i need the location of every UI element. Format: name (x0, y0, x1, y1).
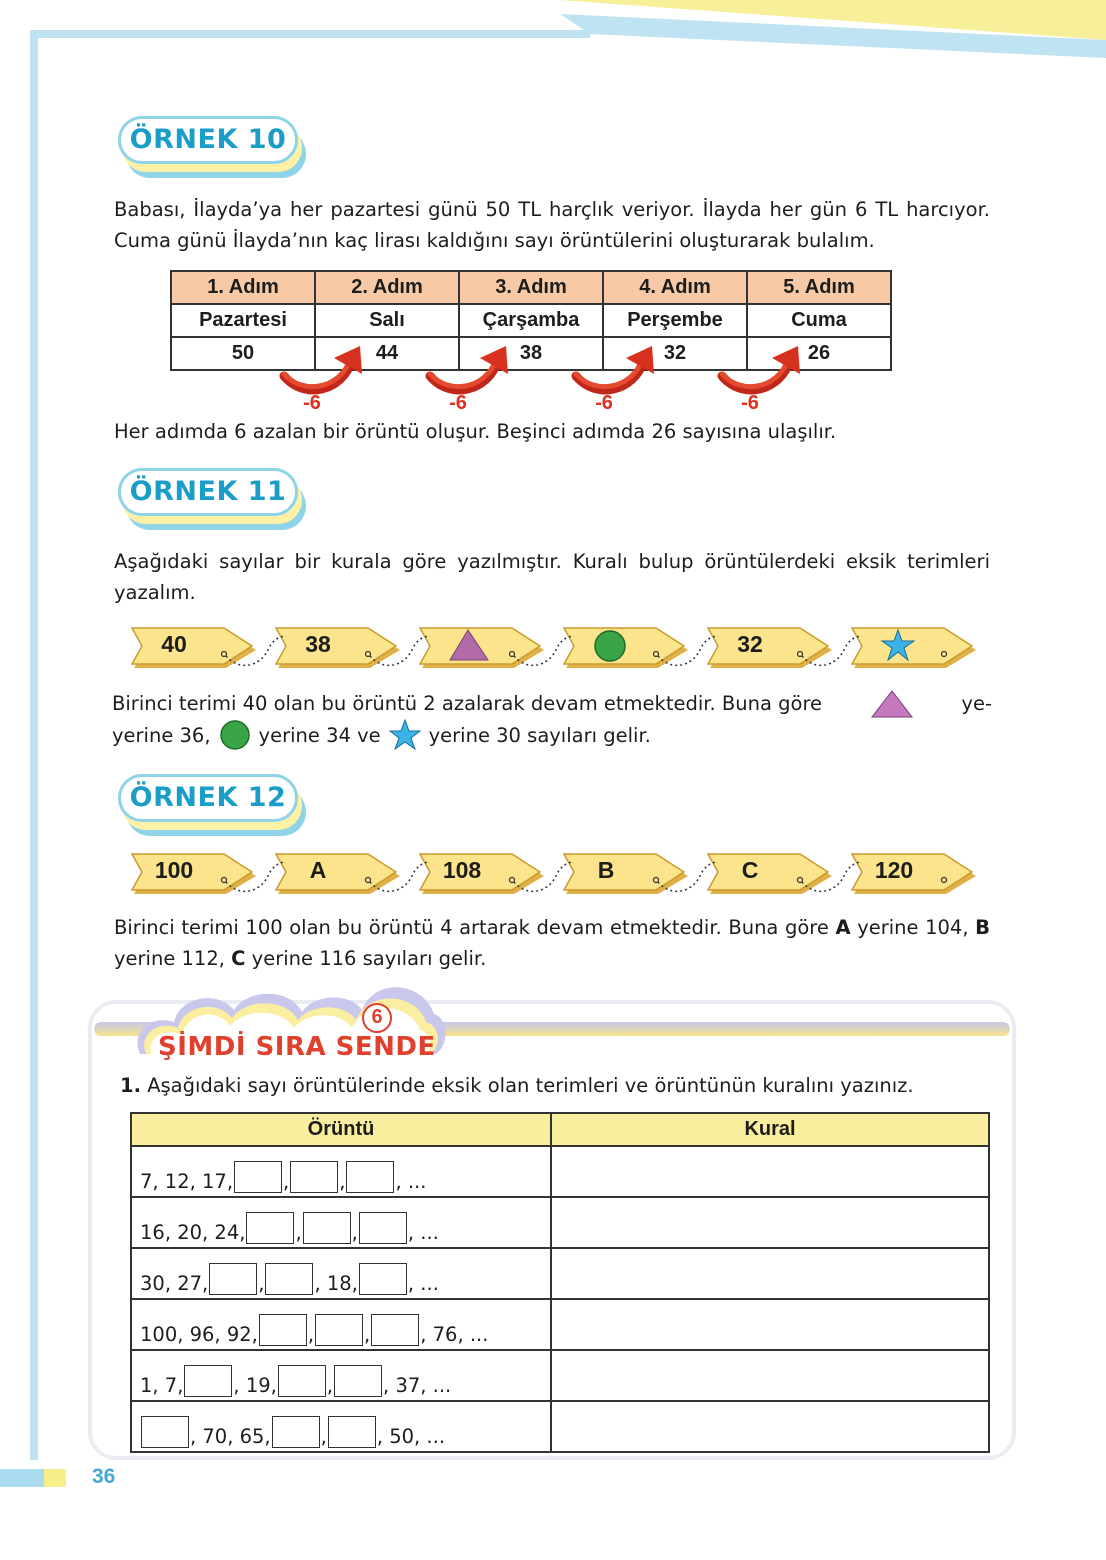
example-11-title: ÖRNEK 11 (129, 476, 287, 507)
star-icon (389, 719, 421, 751)
conclusion-part: yerine 36, (112, 723, 211, 747)
example-10-badge (118, 114, 308, 184)
answer-box[interactable] (328, 1416, 376, 1448)
rule-cell[interactable] (551, 1299, 989, 1350)
difference-label: -6 (449, 392, 467, 414)
day-cell: Perşembe (603, 304, 747, 337)
term-tag: C (741, 857, 759, 883)
page-frame-left (30, 30, 38, 1460)
pattern-strip-11 (130, 626, 980, 676)
value-cell: 38 (459, 337, 603, 370)
pattern-cell: 16, 20, 24, , , , ... (131, 1197, 551, 1248)
step-header: 3. Adım (459, 271, 603, 304)
step-header: 4. Adım (603, 271, 747, 304)
example-11-conclusion: Birinci terimi 40 olan bu örüntü 2 azalarak devam etmektedir. Buna göre ye- yerine 36, yerine 34 ve yerine 30 sayıları gelir. (112, 688, 992, 751)
page-bar (0, 1469, 44, 1487)
day-cell: Cuma (747, 304, 891, 337)
answer-box[interactable] (265, 1263, 313, 1295)
pattern-cell: 7, 12, 17, , , , ... (131, 1146, 551, 1197)
answer-box[interactable] (246, 1212, 294, 1244)
term-tag: A (309, 857, 327, 883)
example-11-text: Aşağıdaki sayılar bir kurala göre yazılmıştır. Kuralı bulup örüntülerdeki eksik terimleri yazalım. (114, 550, 990, 604)
star-icon (882, 630, 914, 662)
conclusion-part: yerine 30 sayıları gelir. (428, 723, 651, 747)
section-number: 6 (362, 1003, 392, 1033)
table-row (131, 1197, 989, 1248)
value-cell: 32 (603, 337, 747, 370)
conclusion-part: yerine 112, (114, 947, 225, 970)
value-cell: 44 (315, 337, 459, 370)
answer-box[interactable] (303, 1212, 351, 1244)
var-c: C (231, 947, 246, 970)
question-number: 1. (120, 1074, 141, 1097)
page-bar-accent (44, 1469, 66, 1487)
day-cell: Salı (315, 304, 459, 337)
term-tag: 108 (442, 857, 482, 883)
answer-box[interactable] (278, 1365, 326, 1397)
answer-box[interactable] (141, 1416, 189, 1448)
table-row (131, 1350, 989, 1401)
conclusion-part: Birinci terimi 100 olan bu örüntü 4 artarak devam etmektedir. Buna göre (114, 916, 829, 939)
circle-icon (594, 630, 626, 662)
rule-cell[interactable] (551, 1350, 989, 1401)
term-tag: 38 (305, 631, 331, 657)
term-tag: 40 (161, 631, 187, 657)
day-cell: Çarşamba (459, 304, 603, 337)
example-10-conclusion: Her adımda 6 azalan bir örüntü oluşur. Beşinci adımda 26 sayısına ulaşılır. (114, 420, 837, 443)
difference-label: -6 (741, 392, 759, 414)
arrow-icon (722, 346, 800, 390)
rule-cell[interactable] (551, 1248, 989, 1299)
difference-label: -6 (595, 392, 613, 414)
table-row (131, 1401, 989, 1452)
tag-strip-graphic (130, 626, 980, 676)
pattern-cell: 1, 7, , 19, , , 37, ... (131, 1350, 551, 1401)
question-1 (120, 1074, 914, 1097)
answer-box[interactable] (259, 1314, 307, 1346)
triangle-icon (870, 689, 914, 719)
answer-box[interactable] (290, 1161, 338, 1193)
value-cell: 26 (747, 337, 891, 370)
answer-box[interactable] (359, 1212, 407, 1244)
answer-box[interactable] (272, 1416, 320, 1448)
section-title: ŞİMDİ SIRA SENDE (158, 1032, 436, 1062)
answer-box[interactable] (371, 1314, 419, 1346)
example-10-title: ÖRNEK 10 (129, 124, 287, 155)
step-header: 2. Adım (315, 271, 459, 304)
example-12-title: ÖRNEK 12 (129, 782, 287, 813)
practice-table (130, 1112, 990, 1453)
conclusion-part: yerine 34 ve (258, 723, 381, 747)
answer-box[interactable] (209, 1263, 257, 1295)
rule-cell[interactable] (551, 1146, 989, 1197)
step-header: 1. Adım (171, 271, 315, 304)
page-number: 36 (92, 1465, 116, 1488)
arrow-icon (284, 346, 362, 390)
difference-label: -6 (303, 392, 321, 414)
column-header: Örüntü (131, 1113, 551, 1146)
term-tag: 32 (737, 631, 763, 657)
answer-box[interactable] (359, 1263, 407, 1295)
pattern-cell: , 70, 65, , , 50, ... (131, 1401, 551, 1452)
answer-box[interactable] (184, 1365, 232, 1397)
circle-icon (219, 719, 251, 751)
arrow-icon (430, 346, 508, 390)
answer-box[interactable] (234, 1161, 282, 1193)
table-row (131, 1299, 989, 1350)
answer-box[interactable] (315, 1314, 363, 1346)
tag-strip-graphic (130, 852, 980, 902)
pattern-cell: 100, 96, 92, , , , 76, ... (131, 1299, 551, 1350)
corner-decoration (0, 0, 1106, 80)
triangle-icon (448, 628, 488, 662)
day-cell: Pazartesi (171, 304, 315, 337)
table-row (131, 1248, 989, 1299)
conclusion-part: yerine 104, (857, 916, 969, 939)
decrease-arrows (270, 340, 910, 400)
step-header: 5. Adım (747, 271, 891, 304)
term-tag: 120 (874, 857, 914, 883)
pattern-cell: 30, 27, , , 18, , ... (131, 1248, 551, 1299)
table-row (131, 1146, 989, 1197)
column-header: Kural (551, 1113, 989, 1146)
arrow-icon (576, 346, 654, 390)
value-cell: 50 (171, 337, 315, 370)
answer-box[interactable] (346, 1161, 394, 1193)
answer-box[interactable] (334, 1365, 382, 1397)
example-11-badge (118, 466, 308, 536)
question-text: Aşağıdaki sayı örüntülerinde eksik olan terimleri ve örüntünün kuralını yazınız. (147, 1074, 914, 1097)
rule-cell[interactable] (551, 1401, 989, 1452)
conclusion-part: yerine 116 sayıları gelir. (251, 947, 487, 970)
example-12-badge (118, 772, 308, 842)
example-10-text: Babası, İlayda’ya her pazartesi günü 50 TL harçlık veriyor. İlayda her gün 6 TL harcıyor. Cuma günü İlayda’nın kaç lirası kaldığını sayı örüntülerini oluşturarak bulalım. (114, 198, 990, 252)
term-tag: B (597, 857, 615, 883)
rule-cell[interactable] (551, 1197, 989, 1248)
conclusion-part: Birinci terimi 40 olan bu örüntü 2 azalarak devam etmektedir. Buna göre (112, 692, 823, 715)
var-a: A (835, 916, 851, 939)
term-tag: 100 (154, 857, 194, 883)
var-b: B (975, 916, 991, 939)
pattern-strip-12 (130, 852, 980, 902)
example-12-conclusion (114, 912, 990, 974)
